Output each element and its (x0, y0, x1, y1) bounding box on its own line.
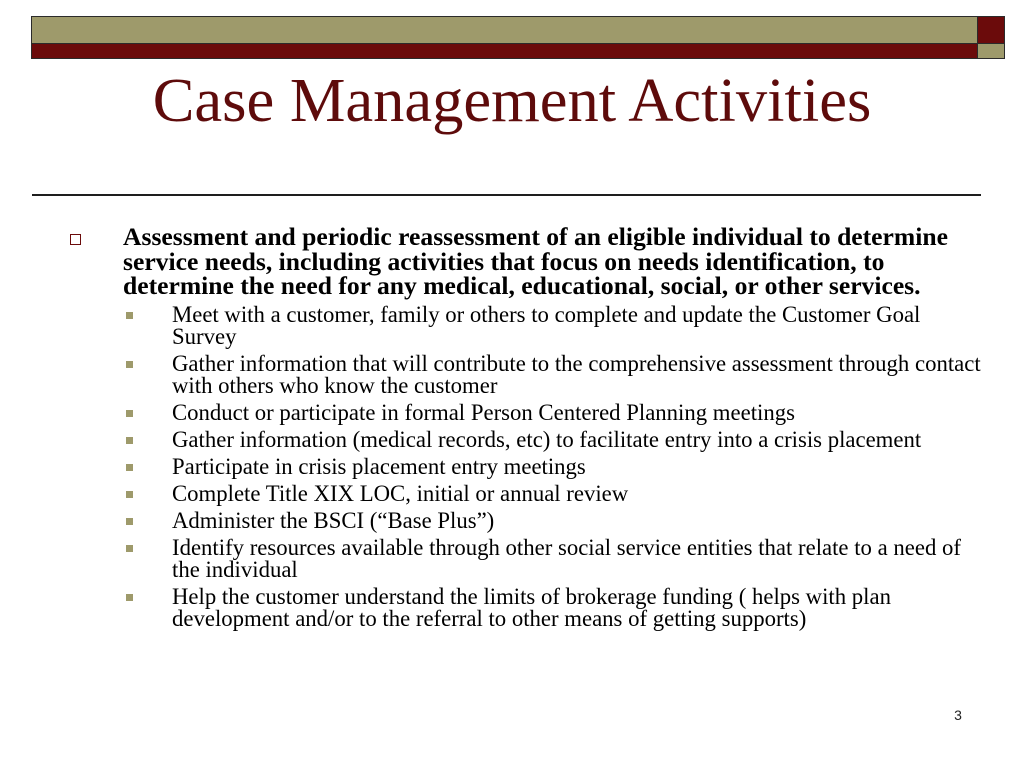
header-corner-maroon-square (977, 16, 1005, 44)
square-bullet-icon (126, 437, 133, 444)
sub-bullet-item (172, 429, 987, 451)
slide-number: 3 (954, 707, 962, 723)
sub-bullet-item (172, 483, 987, 505)
header-olive-bar (31, 16, 978, 44)
sub-bullet-text: Conduct or participate in formal Person Centered Planning meetings (172, 400, 795, 425)
hollow-square-bullet-icon (70, 234, 81, 245)
sub-bullet-text: Meet with a customer, family or others to complete and update the Customer Goal Survey (172, 302, 921, 349)
sub-bullet-text: Identify resources available through other social service entities that relate to a need of the individual (172, 535, 961, 582)
sub-bullet-text: Administer the BSCI (“Base Plus”) (172, 508, 495, 533)
sub-bullet-item (172, 402, 987, 424)
sub-bullet-text: Gather information that will contribute to the comprehensive assessment through contact with others who know the customer (172, 351, 981, 398)
square-bullet-icon (126, 410, 133, 417)
slide-title: Case Management Activities (152, 65, 872, 135)
header-maroon-bar (31, 43, 978, 59)
sub-bullet-item (172, 456, 987, 478)
main-bullet-text: Assessment and periodic reassessment of an eligible individual to determine service needs, including activities that focus on needs identification, to determine the need for any medical, educational, social, or other services. (123, 222, 948, 300)
title-divider (32, 194, 981, 196)
square-bullet-icon (126, 312, 133, 319)
square-bullet-icon (126, 518, 133, 525)
sub-bullet-list (172, 304, 987, 630)
square-bullet-icon (126, 491, 133, 498)
sub-bullet-text: Gather information (medical records, etc) to facilitate entry into a crisis placement (172, 427, 922, 452)
header-corner-olive-square (977, 43, 1005, 59)
sub-bullet-item (172, 304, 987, 348)
sub-bullet-text: Help the customer understand the limits of brokerage funding ( helps with plan development and/or to the referral to other means of getting supports) (172, 584, 891, 631)
sub-bullet-item (172, 537, 987, 581)
sub-bullet-item (172, 586, 987, 630)
square-bullet-icon (126, 361, 133, 368)
main-bullet-item (0, 222, 1024, 300)
sub-bullet-item (172, 353, 987, 397)
square-bullet-icon (126, 594, 133, 601)
sub-bullet-item (172, 510, 987, 532)
square-bullet-icon (126, 464, 133, 471)
sub-bullet-text: Participate in crisis placement entry meetings (172, 454, 586, 479)
square-bullet-icon (126, 545, 133, 552)
sub-bullet-text: Complete Title XIX LOC, initial or annual review (172, 481, 629, 506)
